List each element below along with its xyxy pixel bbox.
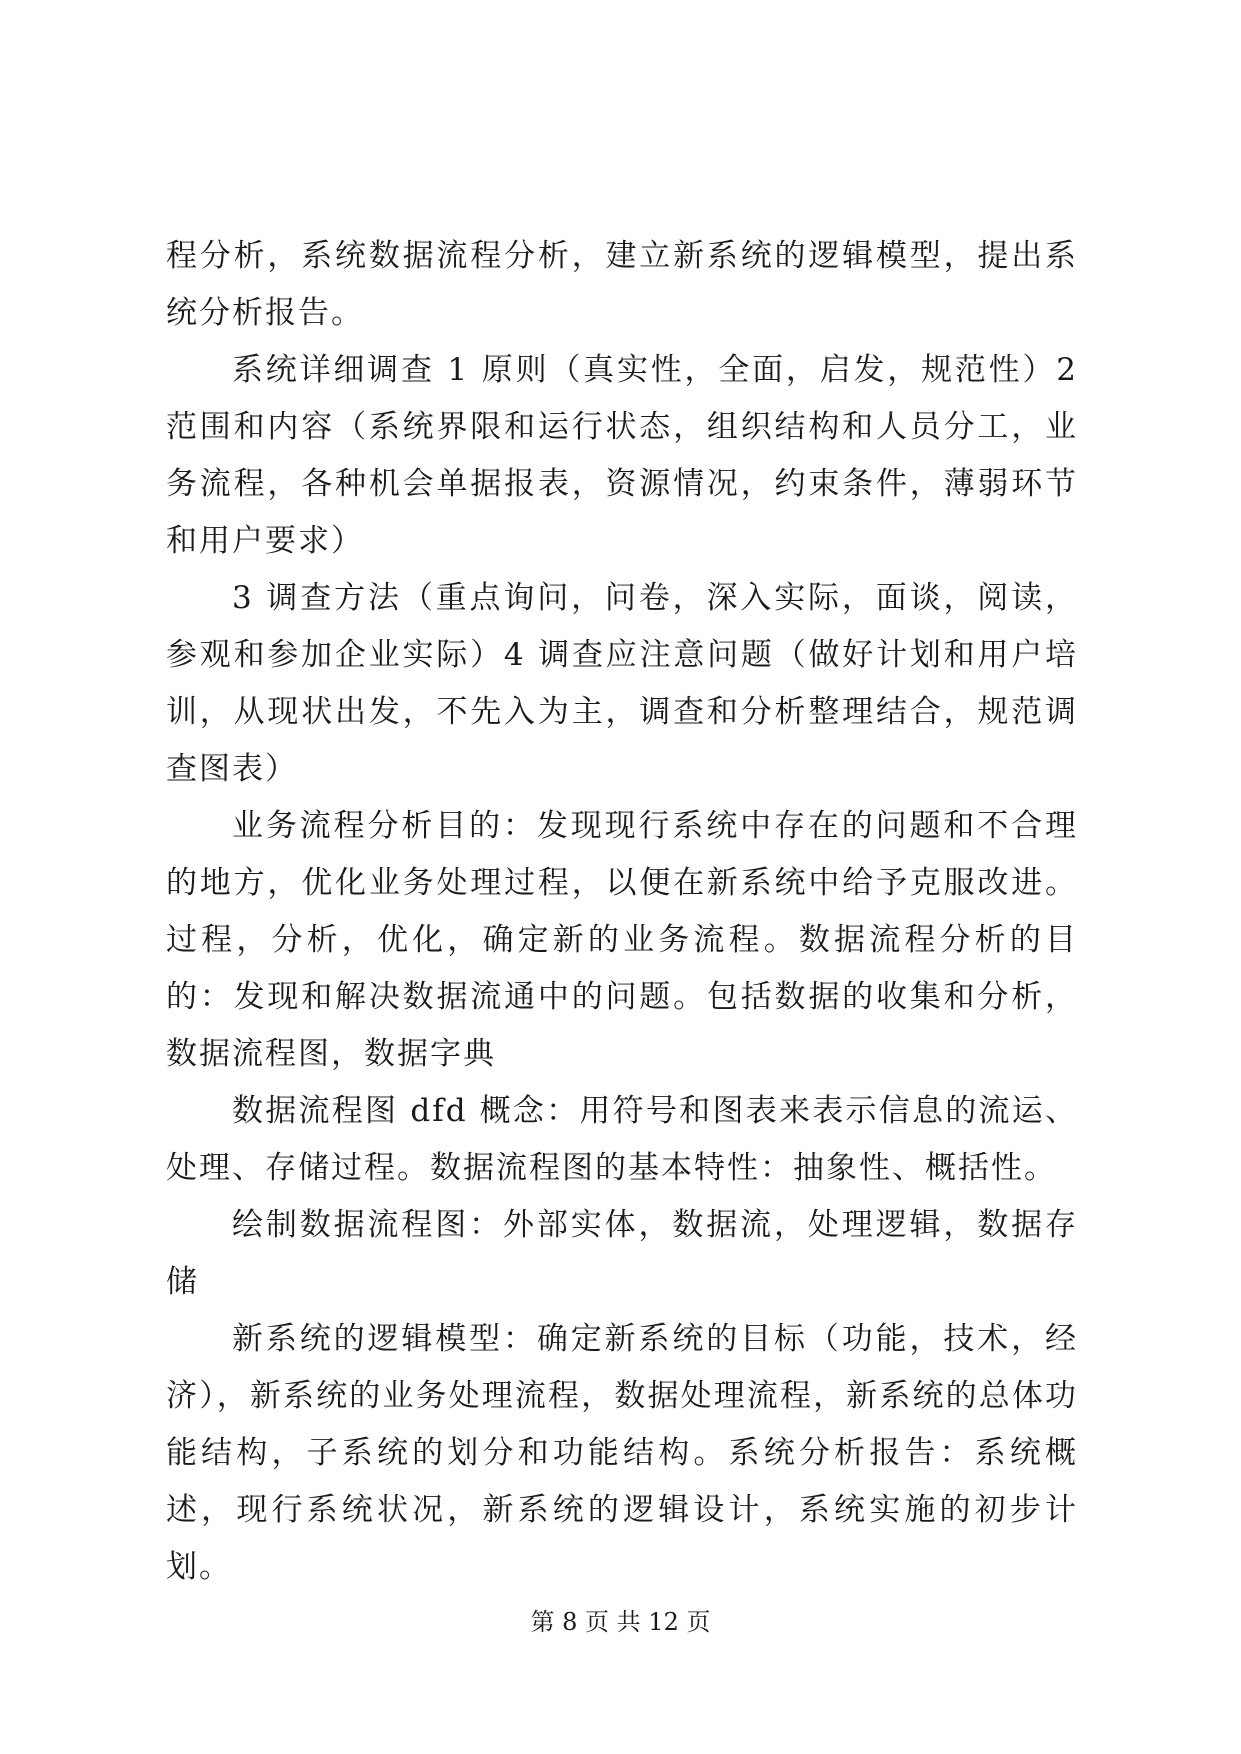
page-number-footer: 第 8 页 共 12 页 [530, 1608, 711, 1636]
paragraph-investigation-methods: 3 调查方法（重点询问，问卷，深入实际，面谈，阅读，参观和参加企业实际）4 调查应注意问题（做好计划和用户培训，从现状出发，不先入为主，调查和分析整理结合，规范调查图表） [166, 580, 1078, 787]
paragraph-drawing-dfd: 绘制数据流程图：外部实体，数据流，处理逻辑，数据存储 [166, 1207, 1078, 1300]
paragraph-detailed-investigation: 系统详细调查 1 原则（真实性，全面，启发，规范性）2 范围和内容（系统界限和运行状态，组织结构和人员分工，业务流程，各种机会单据报表，资源情况，约束条件，薄弱环节和用户要求） [166, 352, 1078, 559]
document-body [166, 228, 1078, 1596]
paragraph-business-process-analysis: 业务流程分析目的：发现现行系统中存在的问题和不合理的地方，优化业务处理过程，以便在新系统中给予克服改进。过程，分析，优化，确定新的业务流程。数据流程分析的目的：发现和解决数据流通中的问题。包括数据的收集和分析，数据流程图，数据字典 [166, 808, 1078, 1072]
paragraph-dfd-concept: 数据流程图 dfd 概念：用符号和图表来表示信息的流运、处理、存储过程。数据流程图的基本特性：抽象性、概括性。 [166, 1093, 1078, 1186]
paragraph-continuation: 程分析，系统数据流程分析，建立新系统的逻辑模型，提出系统分析报告。 [166, 238, 1078, 331]
paragraph-logical-model: 新系统的逻辑模型：确定新系统的目标（功能，技术，经济），新系统的业务处理流程，数据处理流程，新系统的总体功能结构，子系统的划分和功能结构。系统分析报告：系统概述，现行系统状况，新系统的逻辑设计，系统实施的初步计划。 [166, 1321, 1078, 1585]
